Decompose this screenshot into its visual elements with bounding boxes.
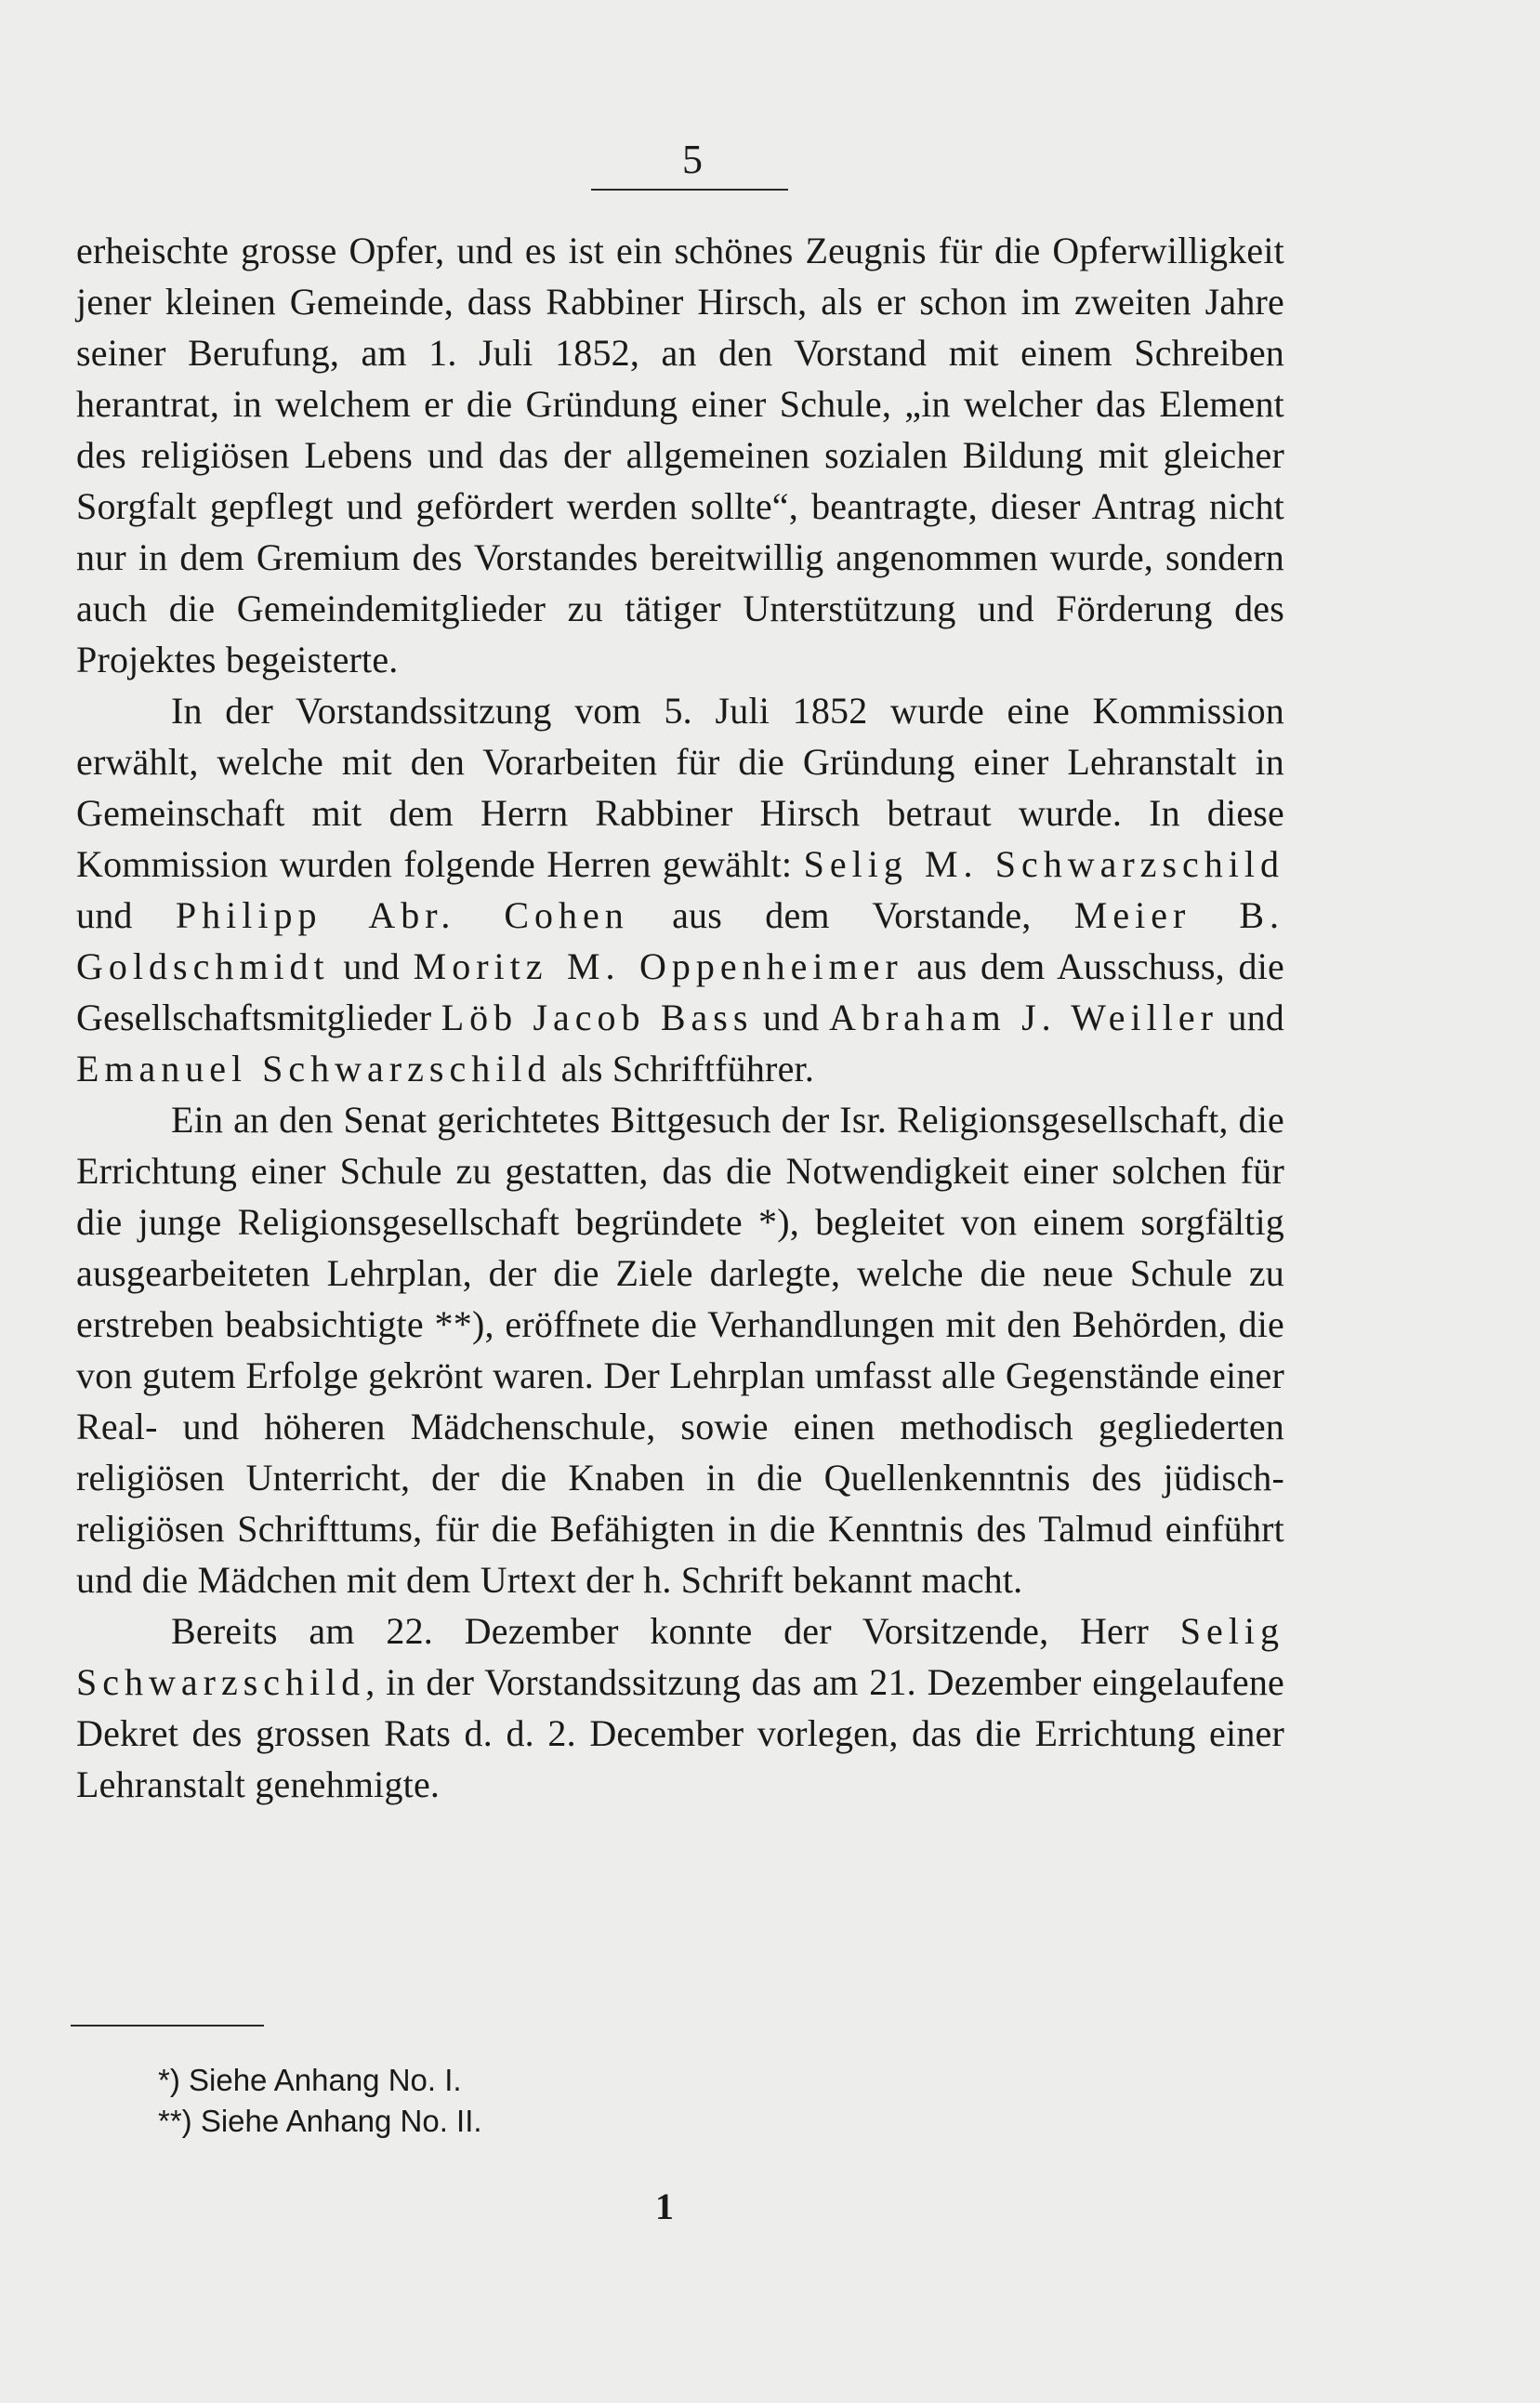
signature-mark: 1	[655, 2185, 674, 2227]
page-number: 5	[682, 137, 703, 182]
paragraph-2-text: In der Vorstandssitzung vom 5. Juli 1852 wurde eine Kommission erwählt, welche mit den Vorarbeiten für die Gründung einer Lehranstalt in Gemeinschaft mit dem Herrn Rabbiner Hirsch betraut wurde. In diese Kommission wurden folgende Herren gewählt:	[76, 690, 1284, 885]
footnote-1: *) Siehe Anhang No. I.	[158, 2063, 462, 2097]
spaced-name: Emanuel Schwarzschild	[76, 1048, 552, 1089]
paragraph-4-text: Bereits am 22. Dezember konnte der Vorsitzende, Herr	[171, 1610, 1180, 1652]
paragraph-1: erheischte grosse Opfer, und es ist ein schönes Zeugnis für die Opferwilligkeit jener kleinen Gemeinde, dass Rabbiner Hirsch, als er schon im zweiten Jahre seiner Berufung, am 1. Juli 1852, an den Vorstand mit einem Schreiben herantrat, in welchem er die Gründung einer Schule, „in welcher das Element des religiösen Lebens und das der allgemeinen sozialen Bildung mit gleicher Sorgfalt gepflegt und gefördert werden sollte“, beantragte, dieser Antrag nicht nur in dem Gremium des Vorstandes bereitwillig angenommen wurde, sondern auch die Gemeindemitglieder zu tätiger Unterstützung und Förderung des Projektes begeisterte.	[76, 230, 1284, 680]
paragraph-2-text: als Schriftführer.	[551, 1048, 815, 1089]
paragraph-3: Ein an den Senat gerichtetes Bittgesuch der Isr. Religionsgesellschaft, die Errichtung einer Schule zu gestatten, das die Notwendigkeit einer solchen für die junge Religionsgesellschaft begründete *), begleitet von einem sorgfältig ausgearbeiteten Lehrplan, der die Ziele darlegte, welche die neue Schule zu erstreben beabsichtigte **), eröffnete die Verhandlungen mit den Behörden, die von gutem Erfolge gekrönt waren. Der Lehrplan umfasst alle Gegenstände einer Real- und höheren Mädchenschule, sowie einen methodisch gegliederten religiösen Unterricht, der die Knaben in die Quellenkenntnis des jüdisch-religiösen Schrifttums, für die Befähigten in die Kenntnis des Talmud einführt und die Mädchen mit dem Urtext der h. Schrift bekannt macht.	[76, 1099, 1284, 1601]
paragraph-2-text: und	[1218, 997, 1284, 1038]
footnote-2: **) Siehe Anhang No. II.	[158, 2104, 482, 2138]
spaced-name: Philipp Abr. Cohen	[175, 894, 629, 936]
paragraph-4-text: , in der Vorstandssitzung das am 21. Dezember eingelaufene Dekret des grossen Rats d. d. 2. December vorlegen, das die Errichtung einer Lehranstalt genehmigte.	[76, 1661, 1284, 1805]
footnotes	[158, 2060, 482, 2142]
spaced-name: Selig M. Schwarzschild	[803, 843, 1284, 885]
paragraph-2-text: aus dem Vorstande,	[628, 894, 1074, 936]
footnote-rule	[71, 2025, 264, 2027]
spaced-name: Moritz M. Oppenheimer	[413, 945, 903, 987]
paragraph-2-text: und	[76, 894, 176, 936]
paragraph-2	[76, 685, 1284, 1094]
body-text	[76, 225, 1284, 1810]
spaced-name: Meier B. Goldschmidt	[76, 894, 1285, 987]
spaced-name: Abraham J. Weiller	[828, 997, 1218, 1038]
paragraph-2-text: und	[329, 945, 414, 987]
paragraph-2-text: aus dem Ausschuss, die Gesellschaftsmitglieder	[76, 945, 1285, 1038]
paragraph-2-text: und	[753, 997, 829, 1038]
paragraph-4	[76, 1605, 1284, 1810]
spaced-name: Selig Schwarzschild	[76, 1610, 1284, 1703]
header-rule	[591, 189, 788, 191]
spaced-name: Löb Jacob Bass	[441, 997, 754, 1038]
